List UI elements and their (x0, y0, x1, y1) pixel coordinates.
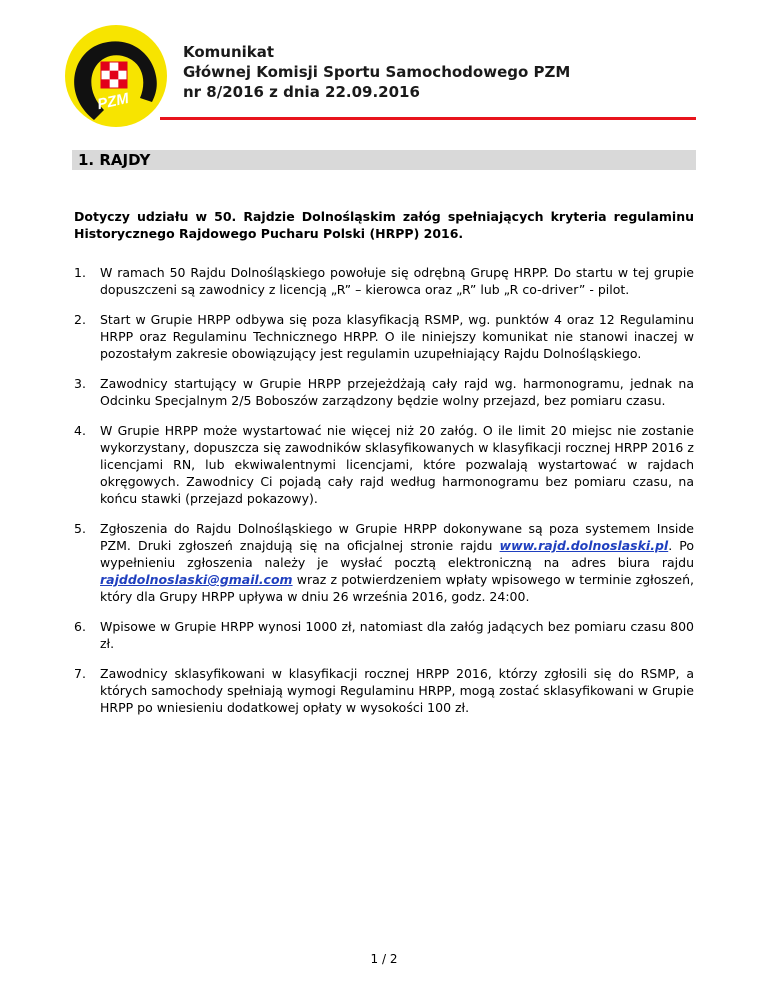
item-text: W Grupie HRPP może wystartować nie więcej niż 20 załóg. O ile limit 20 miejsc nie zostanie wykorzystany, dopuszcza się zawodników sklasyfikowanych w klasyfikacji rocznej HRPP 2016 z licencjami RN, lub ekwiwalentnymi licencjami, które pozwalają wystartować w rajdach okręgowych. Zawodnicy Ci pojadą cały rajd według harmonogramu bez pomiaru czasu, na końcu stawki (przejazd pokazowy). (100, 423, 694, 506)
item-text: Wpisowe w Grupie HRPP wynosi 1000 zł, natomiast dla załóg jadących bez pomiaru czasu 800 zł. (100, 619, 694, 651)
item-number: 7. (74, 666, 86, 681)
intro-paragraph: Dotyczy udziału w 50. Rajdzie Dolnośląskim załóg spełniających kryteria regulaminu Historycznego Rajdowego Pucharu Polski (HRPP) 2016. (74, 209, 694, 241)
section-heading: 1. RAJDY (72, 150, 696, 170)
list-item (74, 618, 694, 652)
page-number: 1 / 2 (370, 952, 398, 966)
list-item (74, 520, 694, 605)
header-line-2: Głównej Komisji Sportu Samochodowego PZM (183, 63, 571, 81)
list-item (74, 311, 694, 362)
item-text-part: wraz z potwierdzeniem wpłaty wpisowego w terminie zgłoszeń, który dla Grupy HRPP upływa w dniu 26 września 2016, godz. 24:00. (100, 572, 694, 604)
header-divider (160, 117, 696, 120)
item-number: 6. (74, 619, 86, 634)
item-text: W ramach 50 Rajdu Dolnośląskiego powołuje się odrębną Grupę HRPP. Do startu w tej grupie dopuszczeni są zawodnicy z licencją „R” – kierowca oraz „R” lub „R co-driver” - pilot. (100, 265, 694, 297)
item-number: 5. (74, 521, 86, 536)
header-line-1: Komunikat (183, 43, 275, 61)
list-item (74, 375, 694, 409)
logo-text: PZM (95, 89, 131, 114)
item-number: 1. (74, 265, 86, 280)
item-text-part: Zgłoszenia do Rajdu Dolnośląskiego w Grupie HRPP dokonywane są poza systemem Inside PZM. Druki zgłoszeń znajdują się na oficjalnej stronie rajdu (100, 521, 694, 553)
list-item (74, 665, 694, 716)
pzm-logo (64, 24, 168, 128)
item-text: Start w Grupie HRPP odbywa się poza klasyfikacją RSMP, wg. punktów 4 oraz 12 Regulaminu HRPP oraz Regulaminu Technicznego HRPP. O ile niniejszy komunikat nie stanowi inaczej w pozostałym zakresie obowiązujący jest regulamin uzupełniający Rajdu Dolnośląskiego. (100, 312, 694, 361)
item-text: Zawodnicy sklasyfikowani w klasyfikacji rocznej HRPP 2016, którzy zgłosili się do RSMP, a których samochody spełniają wymogi Regulaminu HRPP, mogą zostać sklasyfikowani w Grupie HRPP po wniesieniu dodatkowej opłaty w wysokości 100 zł. (100, 666, 694, 715)
header-line-3: nr 8/2016 z dnia 22.09.2016 (183, 83, 420, 101)
item-number: 3. (74, 376, 86, 391)
item-text-part: . Po wypełnieniu zgłoszenia należy je wysłać pocztą elektroniczną na adres biura rajdu (100, 538, 695, 570)
provisions-list (74, 264, 694, 729)
item-number: 2. (74, 312, 86, 327)
list-item (74, 264, 694, 298)
item-number: 4. (74, 423, 86, 438)
list-item (74, 422, 694, 507)
logo-checkered-square (101, 62, 127, 88)
website-link[interactable]: www.rajd.dolnoslaski.pl (499, 538, 669, 553)
email-link[interactable]: rajddolnoslaski@gmail.com (100, 572, 293, 587)
item-text: Zawodnicy startujący w Grupie HRPP przejeżdżają cały rajd wg. harmonogramu, jednak na Odcinku Specjalnym 2/5 Boboszów zarządzony będzie wolny przejazd, bez pomiaru czasu. (100, 376, 694, 408)
document-header (183, 42, 570, 102)
